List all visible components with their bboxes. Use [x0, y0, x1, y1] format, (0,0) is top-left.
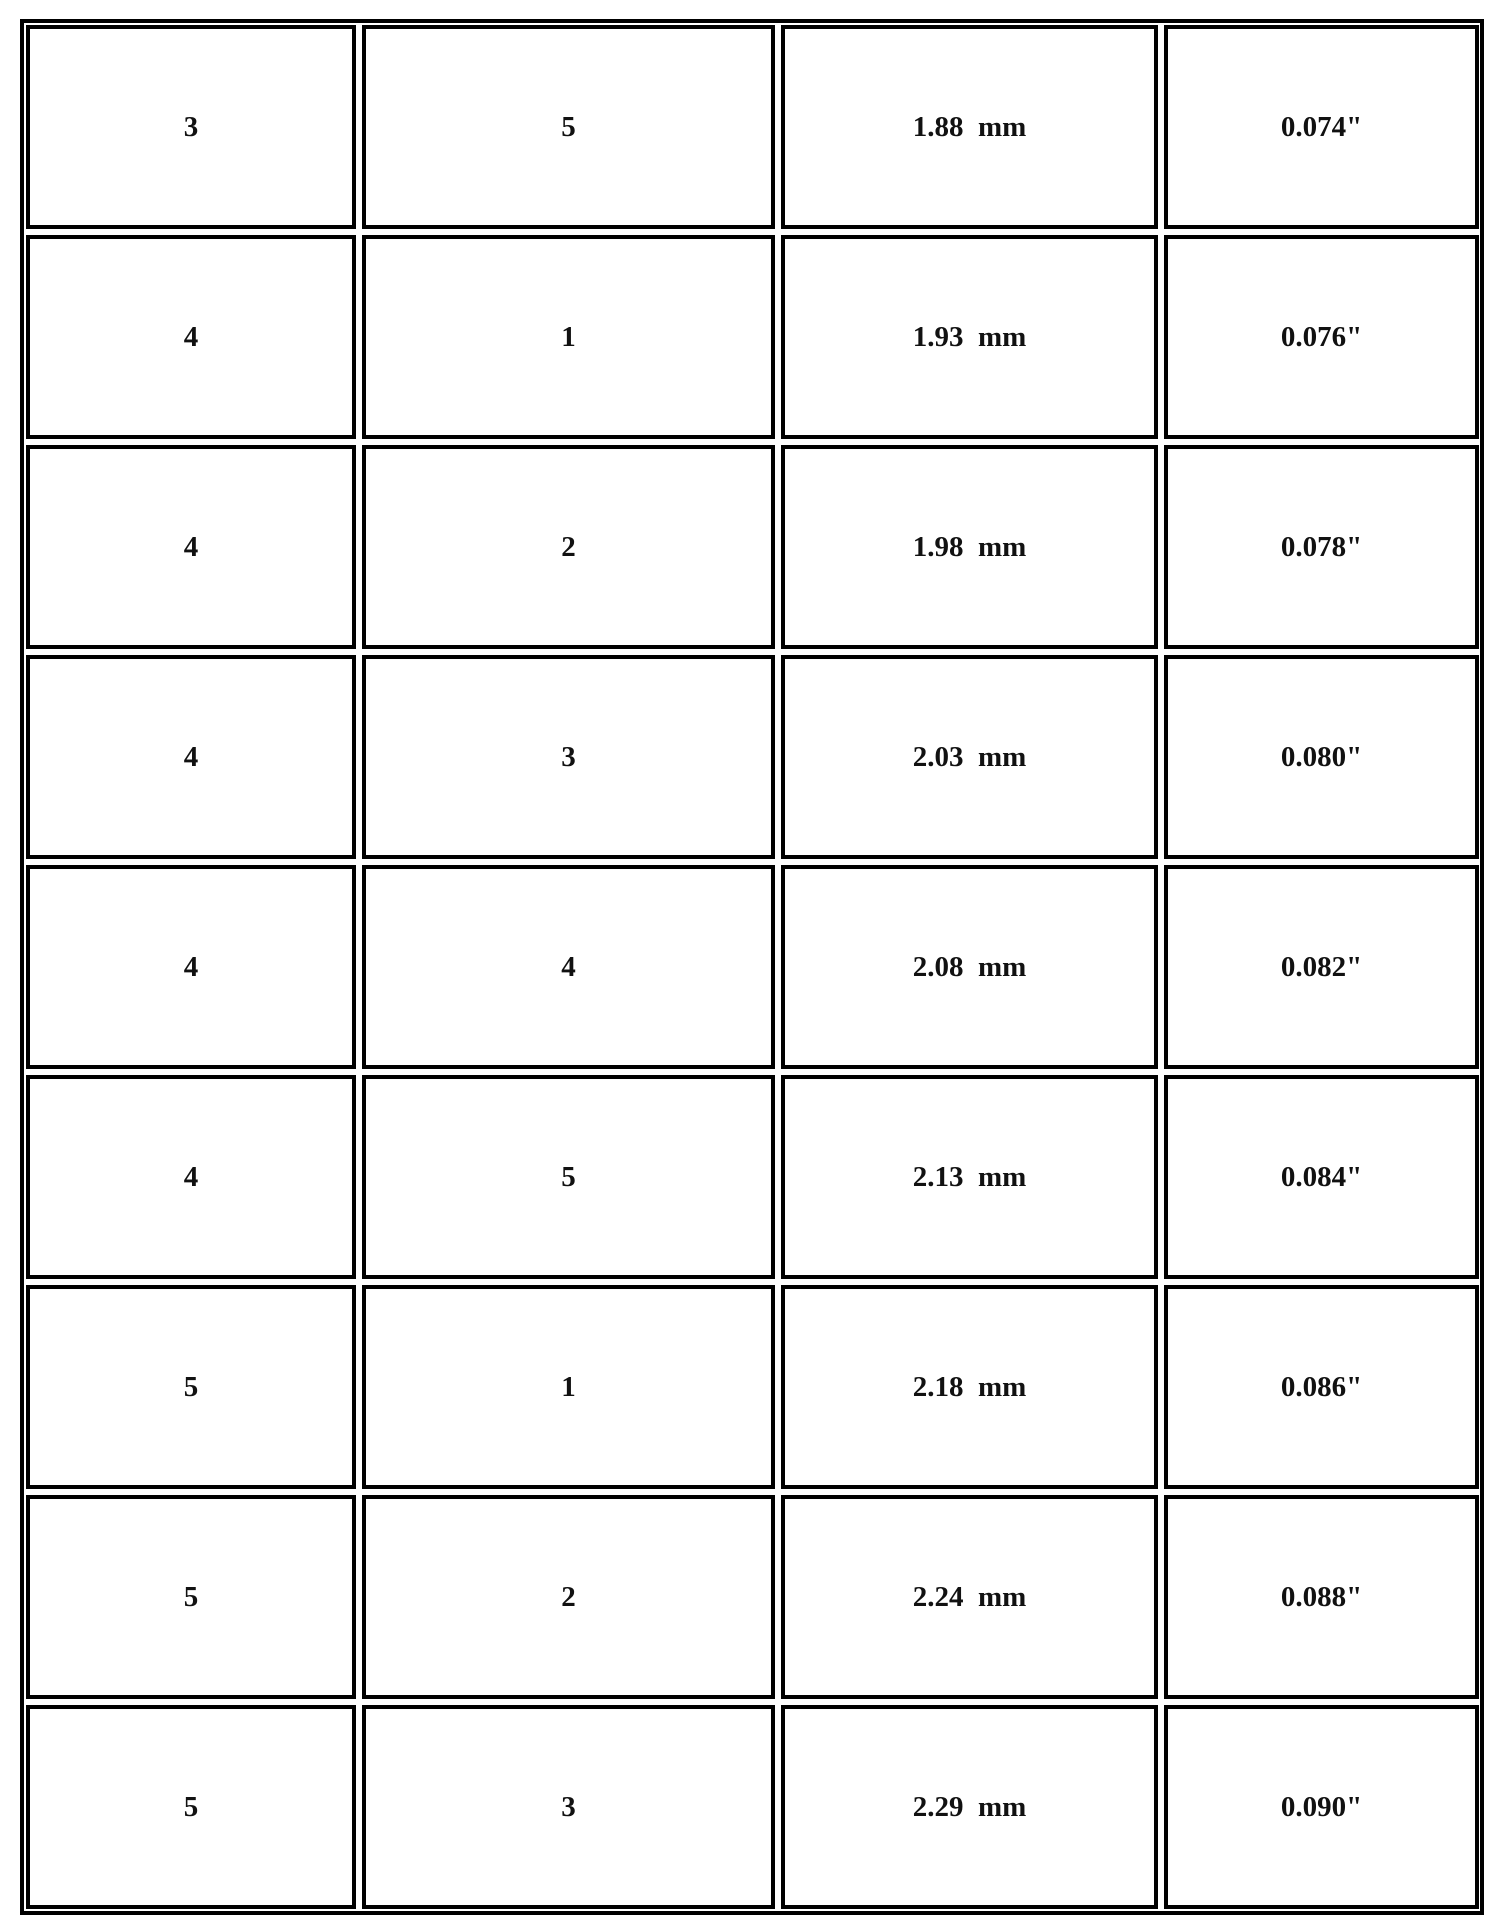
- table-cell: 2: [362, 445, 775, 649]
- table-cell: 2.24 mm: [781, 1495, 1158, 1699]
- table-cell: 0.074": [1164, 25, 1479, 229]
- table-cell: 5: [26, 1285, 356, 1489]
- table-cell: 5: [26, 1495, 356, 1699]
- table-row: [26, 445, 1479, 649]
- data-table: [20, 19, 1485, 1915]
- table-cell: 2.03 mm: [781, 655, 1158, 859]
- table-cell: 2.18 mm: [781, 1285, 1158, 1489]
- table-row: [26, 865, 1479, 1069]
- table-cell: 5: [26, 1705, 356, 1909]
- table-cell: 2.13 mm: [781, 1075, 1158, 1279]
- table-row: [26, 1495, 1479, 1699]
- table-cell: 2.08 mm: [781, 865, 1158, 1069]
- table-cell: 0.080": [1164, 655, 1479, 859]
- table-cell: 1.88 mm: [781, 25, 1158, 229]
- table-cell: 1.98 mm: [781, 445, 1158, 649]
- table-cell: 4: [362, 865, 775, 1069]
- table-row: [26, 655, 1479, 859]
- table-frame: [20, 19, 1484, 1915]
- table-cell: 5: [362, 1075, 775, 1279]
- table-cell: 0.078": [1164, 445, 1479, 649]
- table-cell: 3: [362, 655, 775, 859]
- table-cell: 5: [362, 25, 775, 229]
- table-row: [26, 1075, 1479, 1279]
- table-cell: 4: [26, 655, 356, 859]
- table-cell: 0.076": [1164, 235, 1479, 439]
- table-row: [26, 25, 1479, 229]
- table-cell: 4: [26, 235, 356, 439]
- table-cell: 0.088": [1164, 1495, 1479, 1699]
- table-cell: 3: [362, 1705, 775, 1909]
- table-cell: 4: [26, 445, 356, 649]
- table-cell: 1: [362, 235, 775, 439]
- table-cell: 1.93 mm: [781, 235, 1158, 439]
- table-row: [26, 1705, 1479, 1909]
- table-cell: 4: [26, 1075, 356, 1279]
- table-row: [26, 235, 1479, 439]
- table-cell: 1: [362, 1285, 775, 1489]
- table-cell: 0.084": [1164, 1075, 1479, 1279]
- table-cell: 0.090": [1164, 1705, 1479, 1909]
- table-row: [26, 1285, 1479, 1489]
- table-cell: 2.29 mm: [781, 1705, 1158, 1909]
- table-cell: 0.086": [1164, 1285, 1479, 1489]
- table-cell: 0.082": [1164, 865, 1479, 1069]
- table-cell: 4: [26, 865, 356, 1069]
- table-cell: 3: [26, 25, 356, 229]
- table-cell: 2: [362, 1495, 775, 1699]
